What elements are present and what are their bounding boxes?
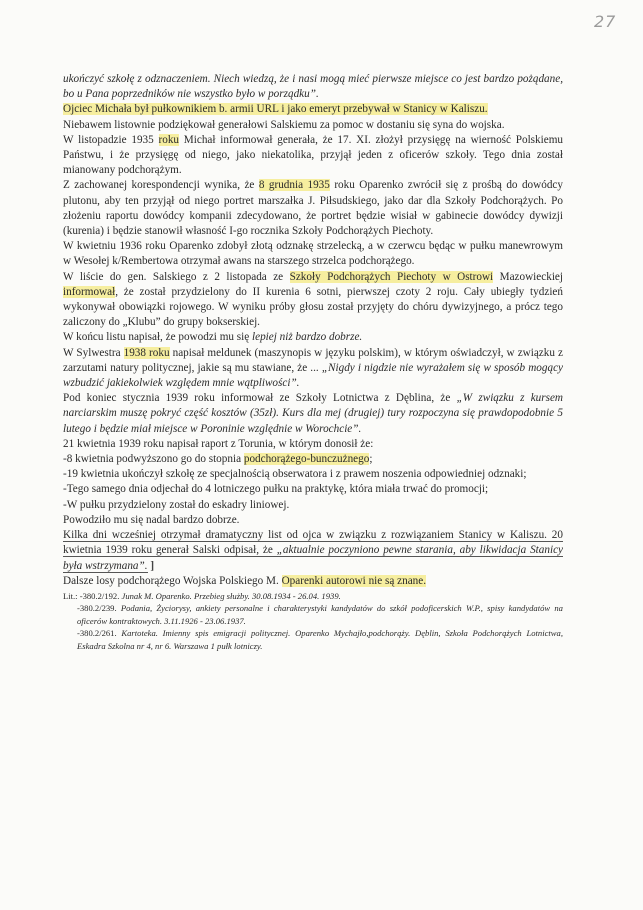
highlighted-text: informował	[63, 285, 116, 298]
underlined-text: Kaliszu. 20 kwietnia 1939 roku generał Salski odpisał, że	[63, 529, 563, 557]
text-span: napisał meldunek (maszynopis w języku polskim), w którym oświadczył, w związku z zarzutami natury politycznej, jakie są mu stawiane, że ...	[63, 346, 563, 374]
text-span: Mazowieckiej	[493, 270, 563, 283]
highlighted-text: Oparenki autorowi nie są znane.	[281, 574, 427, 587]
italic-text: „Nigdy i nigdzie nie wyrażałem się w sposób mogący wzbudzić jakiekolwiek względem mnie wątpliwości”.	[63, 361, 564, 390]
highlighted-text: 1938 roku	[123, 346, 170, 359]
text-span: 21 kwietnia 1939 roku napisał raport z Torunia, w którym donosił że:	[63, 437, 374, 450]
paragraph-stanica	[63, 528, 563, 574]
list-item	[63, 482, 563, 497]
italic-underlined-text: „aktualnie poczyniono pewne starania, aby likwidacja Stanicy była wstrzymana”.	[63, 544, 563, 572]
text-span: -380.2/261.	[77, 628, 122, 639]
text-span: -380.2/192.	[79, 590, 122, 601]
italic-text: „W związku z kursem narciarskim muszę pokryć część kosztów (35zł). Kurs dla mej (drugiej) tury rozpoczyna się prawdopodobnie 5 lutego i będzie miał miejsce w Poroninie względnie w Worochcie”.	[63, 392, 563, 435]
text-span: ;	[369, 453, 373, 466]
paragraph-report	[63, 346, 563, 392]
highlighted-text: podchorążego-bunczużnego	[243, 453, 370, 466]
text-span: -Tego samego dnia odjechał do 4 lotniczego pułku na praktykę, która miała trwać do promocji;	[63, 483, 489, 496]
paragraph-doing-well	[63, 513, 563, 528]
underlined-text: Kilka dni wcześniej otrzymał dramatyczny list od ojca w związku z rozwiązaniem Stanicy w	[63, 529, 510, 542]
text-span: Powodziło mu się nadal bardzo dobrze.	[63, 513, 240, 526]
text-span: Michał informował generała, że 17. XI. złożył przysięgę na wierność Polskiemu Państwu, i że przysięgę od niego, jako niekatolika, przyjął jeden z oficerów szkoły. Tego dnia został mianowany podchorążym.	[63, 133, 563, 177]
italic-text: Kartoteka. Imienny spis emigracji politycznej. Oparenko Mychajło,podchorąży. Dęblin, Szkoła Podchorążych Lotnictwa, Eskadra Szkolna nr 4, nr 6. Warszawa 1 pułk lotniczy.	[77, 628, 563, 651]
text-span: roku Oparenko zwrócił się z prośbą do dowódcy plutonu, aby ten przyjął od niego portret marszałka J. Piłsudskiego, jako dar dla Szkoły Podchorążych. Po złożeniu raportu dowódcy kompanii zdecydowano, że portret będzie wisiał w gabinecie dowódcy dywizji (kurenia) i będzie stanowił własność I-go rocznika Szkoły Podchorążych Piechoty.	[63, 179, 563, 238]
page-number: 27	[594, 12, 617, 31]
italic-text: Junak M. Oparenko. Przebieg służby. 30.08.1934 - 26.04. 1939.	[121, 590, 341, 601]
text-span: W Sylwestra	[63, 346, 124, 359]
reference-item	[63, 602, 563, 627]
highlighted-text: Ojciec Michała był pułkownikiem b. armii URL i jako emeryt przebywał w Stanicy w Kaliszu.	[63, 103, 488, 116]
paragraph-letter	[63, 270, 563, 331]
highlighted-text: 8 grudnia 1935	[258, 179, 330, 192]
highlighted-text: Szkoły Podchorążych Piechoty w Ostrowi	[289, 270, 494, 283]
text-span: -380.2/239.	[77, 603, 121, 614]
text-span: -8 kwietnia podwyższono go do stopnia	[63, 453, 244, 466]
bracket-mark: ]	[147, 559, 155, 572]
paragraph-ski-course	[63, 391, 563, 437]
text-span: Niebawem listownie podziękował generałowi Salskiemu za pomoc w dostaniu się syna do wojska.	[63, 118, 505, 131]
text-span: -19 kwietnia ukończył szkołę ze specjalnością obserwatora i z prawem noszenia odpowiedniej odznaki;	[63, 468, 527, 481]
reference-item	[63, 627, 563, 652]
text-span: W listopadzie 1935	[63, 133, 159, 146]
list-item	[63, 498, 563, 513]
italic-text: lepiej niż bardzo dobrze.	[252, 331, 363, 344]
text-span: W liście do gen. Salskiego z 2 listopada ze	[63, 270, 290, 283]
highlighted-text: roku	[158, 133, 180, 146]
text-span: Dalsze losy podchorążego Wojska Polskiego M.	[63, 574, 282, 587]
paragraph-badge	[63, 239, 563, 269]
text-span: , że został przydzielony do II kurenia 6 sotni, pierwszej czoty 2 roju. Cały ubiegły tydzień wykonywał obowiązki rojowego. W wyniku próby głosu został przyjęty do chóru dywizyjnego, a prócz tego zaliczony do „Klubu” do grupy bokserskiej.	[63, 285, 563, 329]
text-span: ukończyć szkołę z odznaczeniem. Niech wiedzą, że i nasi mogą mieć pierwsze miejsce co jest bardzo pożądane, bo u Pana poprzedników nie wszystko było w porządku”.	[63, 73, 563, 101]
reference-label: Lit.:	[63, 590, 78, 601]
paragraph-quote-end	[63, 72, 563, 102]
text-span: W końcu listu napisał, że powodzi mu się	[63, 331, 253, 344]
paragraph-letter-end	[63, 330, 563, 345]
document-body	[63, 72, 563, 652]
paragraph-oath	[63, 133, 563, 179]
text-span: Pod koniec stycznia 1939 roku informował ze Szkoły Lotnictwa z Dęblina, że	[63, 392, 457, 405]
italic-text: Podania, Życiorysy, ankiety personalne i charakterystyki kandydatów do szkół podoficerskich W.P., spisy kandydatów na oficerów kontraktowych. 3.11.1926 - 23.06.1937.	[77, 603, 563, 626]
references	[63, 590, 563, 652]
paragraph-father	[63, 102, 563, 117]
text-span: W kwietniu 1936 roku Oparenko zdobył złotą odznakę strzelecką, a w czerwcu będąc w pułku manewrowym w Wesołej k/Rembertowa otrzymał awans na starszego strzelca podchorążego.	[63, 240, 563, 268]
text-span: Z zachowanej korespondencji wynika, że	[63, 179, 259, 192]
text-span: -W pułku przydzielony został do eskadry liniowej.	[63, 498, 290, 511]
paragraph-portrait	[63, 178, 563, 239]
list-item	[63, 467, 563, 482]
list-item	[63, 452, 563, 467]
paragraph-thanks	[63, 118, 563, 133]
paragraph-fate	[63, 574, 563, 589]
paragraph-torun	[63, 437, 563, 452]
reference-item	[63, 590, 563, 602]
